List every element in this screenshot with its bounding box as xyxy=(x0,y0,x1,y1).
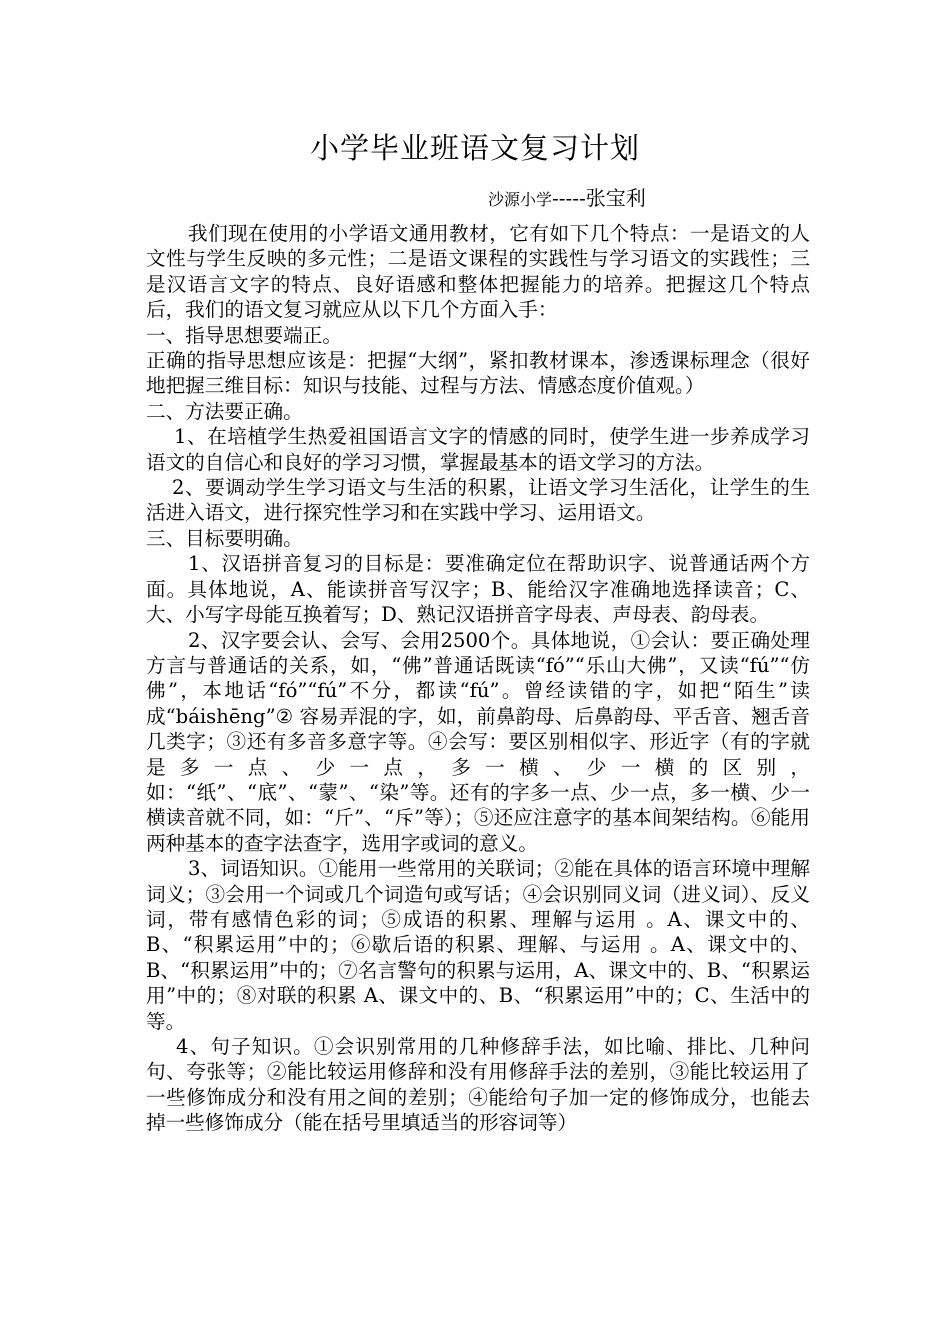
intro-paragraph: 我们现在使用的小学语文通用教材，它有如下几个特点：一是语文的人文性与学生反映的多元性；二是语文课程的实践性与学习语文的实践性；三是汉语言文字的特点、良好语感和整体把握能力的培养。把握这几个特点后，我们的语文复习就应从以下几个方面入手： xyxy=(146,222,810,322)
author-school: 沙源小学 xyxy=(488,190,553,209)
goal-item-2: 2、汉字要会认、会写、会用2500个。具体地说，①会认：要正确处理方言与普通话的关系，如，“佛”普通话既读“fó”“乐山大佛”，又读“fú”“仿佛”，本地话“fó”“fú”不分，都读“fú”。曾经读错的字，如把“陌生”读成“báishēng”② 容易弄混的字，如，前鼻韵母、后鼻韵母、平舌音、翘舌音几类字；③还有多音多意字等。④会写：要区别相似字、形近字（有的字就是多一点、少一点，多一横、少一横的区别，如：“纸”、“底”、“蒙”、“染”等。还有的字多一点、少一点，多一横、少一横读音就不同，如：“斤”、“斥”等）；⑤还应注意字的基本间架结构。⑥能用两种基本的查字法查字，选用字或词的意义。 xyxy=(146,628,810,855)
section-heading-3: 三、目标要明确。 xyxy=(146,526,303,550)
method-item-1: 1、在培植学生热爱祖国语言文字的情感的同时，使学生进一步养成学习语文的自信心和良好的学习习惯，掌握最基本的语文学习的方法。 xyxy=(146,425,810,474)
document-title: 小学毕业班语文复习计划 xyxy=(309,131,640,165)
goal-item-1: 1、汉语拼音复习的目标是：要准确定位在帮助识字、说普通话两个方面。具体地说，A、能读拼音写汉字；B、能给汉字准确地选择读音；C、大、小写字母能互换着写；D、熟记汉语拼音字母表、声母表、韵母表。 xyxy=(146,552,810,627)
goal-item-3: 3、词语知识。①能用一些常用的关联词；②能在具体的语言环境中理解词义；③会用一个词或几个词造句或写话；④会识别同义词（进义词）、反义词，带有感情色彩的词；⑤成语的积累、理解与运用 。A、课文中的、B、“积累运用”中的；⑥歇后语的积累、理解、与运用 。A、课文中的、B、“积累运用”中的；⑦名言警句的积累与运用，A、课文中的、B、“积累运用”中的；⑧对联的积累 A、课文中的、B、“积累运用”中的；C、生活中的等。 xyxy=(146,857,810,1033)
method-item-2: 2、要调动学生学习语文与生活的积累，让语文学习生活化，让学生的生活进入语文，进行探究性学习和在实践中学习、运用语文。 xyxy=(146,476,810,525)
section-heading-1: 一、指导思想要端正。 xyxy=(146,323,342,347)
goal-item-4: 4、句子知识。①会识别常用的几种修辞手法，如比喻、排比、几种问句、夸张等；②能比较运用修辞和没有用修辞手法的差别，③能比较运用了一些修饰成分和没有用之间的差别；④能给句子加一定的修饰成分，也能去掉一些修饰成分（能在括号里填适当的形容词等） xyxy=(146,1035,810,1135)
author-line xyxy=(488,184,646,214)
section-heading-2: 二、方法要正确。 xyxy=(146,399,303,423)
guiding-thought-paragraph: 正确的指导思想应该是：把握“大纲”，紧扣教材课本，渗透课标理念（很好地把握三维目标：知识与技能、过程与方法、情感态度价值观。） xyxy=(146,349,810,398)
author-name: -----张宝利 xyxy=(552,186,646,210)
document-body xyxy=(146,221,810,1136)
